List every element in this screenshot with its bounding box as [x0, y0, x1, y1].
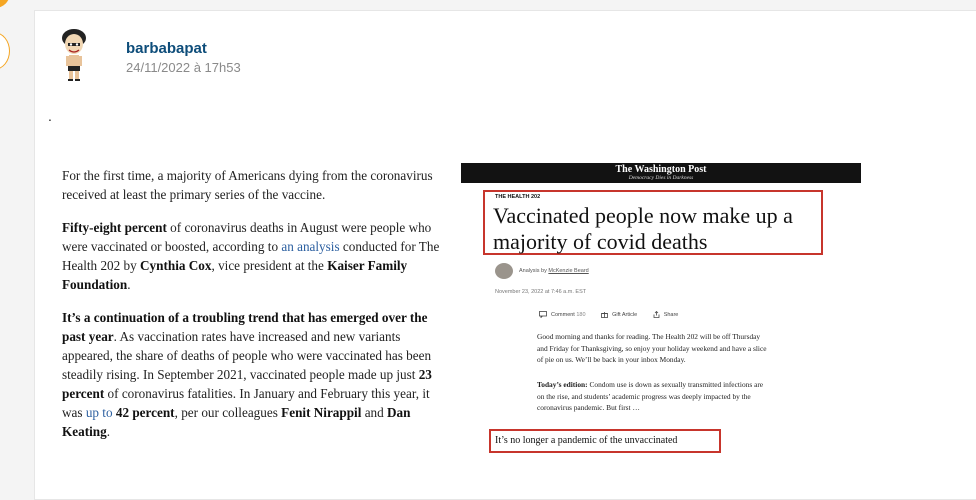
- link-text: up to: [85, 405, 116, 420]
- post-timestamp: 24/11/2022 à 17h53: [126, 60, 241, 75]
- author-avatar: [495, 263, 513, 279]
- article-excerpt: [62, 166, 442, 455]
- paragraph-text: and: [361, 405, 388, 420]
- wp-tagline: Democracy Dies in Darkness: [628, 175, 694, 181]
- share-label: Share: [663, 311, 679, 318]
- organization-name: Kaiser Family Foundation: [62, 258, 408, 292]
- side-button[interactable]: [0, 32, 10, 70]
- article-toolbar: [539, 311, 692, 318]
- byline-prefix: Analysis by: [519, 268, 549, 274]
- paragraph-text: , per our colleagues: [174, 405, 282, 420]
- highlight-text: It’s a continuation of a troubling trend that has emerged over the past year: [62, 310, 428, 344]
- percent-link[interactable]: [86, 405, 175, 420]
- paragraph-text: of coronavirus fatalities. In January and February this year, it was: [62, 386, 430, 420]
- section-kicker: THE HEALTH 202: [495, 194, 541, 200]
- wp-masthead: [461, 163, 861, 183]
- paragraph-3: [62, 308, 442, 441]
- paragraph-text: of coronavirus deaths in August were people who were vaccinated or boosted, according to: [62, 220, 432, 254]
- paragraph-text: , vice president at the: [211, 258, 328, 273]
- byline-text: [519, 268, 589, 274]
- analysis-link[interactable]: an analysis: [281, 239, 340, 254]
- wp-body-paragraph-1: Good morning and thanks for reading. The Health 202 will be off Thursday and Friday for Thanksgiving, so enjoy your holiday weekend and have a slice of pie on us. We’ll be back in your inbox Monday.: [537, 332, 767, 364]
- comment-count: 180: [576, 311, 586, 318]
- embedded-article-screenshot[interactable]: [461, 163, 861, 478]
- comment-icon: [539, 311, 547, 318]
- wp-logo: The Washington Post: [615, 164, 707, 175]
- link-text: 42 percent: [115, 405, 175, 420]
- edition-label: Today’s edition:: [537, 380, 588, 389]
- gift-tool: [601, 311, 637, 318]
- person-name: Dan Keating: [62, 405, 411, 439]
- avatar[interactable]: [56, 28, 92, 82]
- paragraph-1: For the first time, a majority of Americans dying from the coronavirus received at least the primary series of the vaccine.: [62, 168, 433, 202]
- person-name: Cynthia Cox: [140, 258, 212, 273]
- wp-body-paragraph-2: [537, 379, 769, 414]
- article-date: November 23, 2022 at 7:46 a.m. EST: [495, 289, 587, 295]
- comment-tool: [539, 311, 586, 318]
- highlight-text: Fifty-eight percent: [62, 220, 167, 235]
- paragraph-text: . As vaccination rates have increased and new variants appeared, the share of deaths of people who were vaccinated has been steadily rising. In September 2021, vaccinated people made up just: [62, 329, 432, 382]
- share-icon: [653, 311, 660, 318]
- post-username[interactable]: barbabapat: [126, 40, 207, 57]
- gift-label: Gift Article: [612, 311, 638, 318]
- article-subhead: It’s no longer a pandemic of the unvaccinated: [495, 435, 678, 446]
- paragraph-text: conducted for The Health 202 by: [62, 239, 440, 273]
- person-name: Fenit Nirappil: [281, 405, 362, 420]
- share-tool: [653, 311, 679, 318]
- comment-label: Comment: [551, 311, 575, 318]
- highlight-text: 23 percent: [62, 367, 432, 401]
- paragraph-text: .: [106, 424, 110, 439]
- article-headline: Vaccinated people now make up a majority of covid deaths: [493, 203, 793, 254]
- notification-badge: [0, 0, 10, 8]
- edition-text: Condom use is down as sexually transmitted infections are on the rise, and students’ academic progress was deeply impacted by the coronavirus pandemic. But first …: [537, 380, 764, 412]
- gift-icon: [601, 311, 608, 318]
- post-dot: .: [48, 108, 52, 124]
- paragraph-text: .: [127, 277, 131, 292]
- byline-author: McKenzie Beard: [548, 268, 589, 274]
- paragraph-2: [62, 218, 442, 294]
